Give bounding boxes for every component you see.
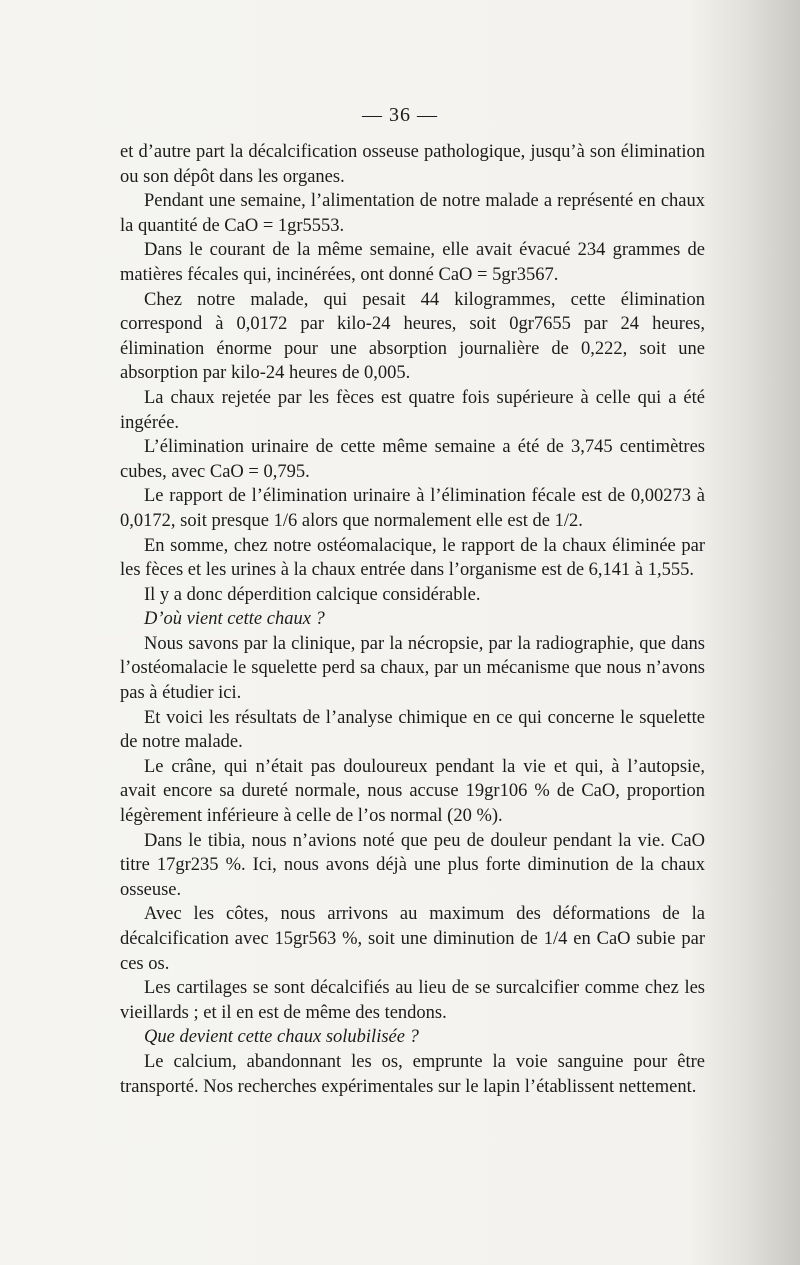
paragraph: Le crâne, qui n’était pas douloureux pendant la vie et qui, à l’autopsie, avait encore sa dureté normale, nous accuse 19gr106 % de CaO, proportion légèrement inférieure à celle de l’os normal (20 %). bbox=[120, 756, 705, 827]
paragraph: et d’autre part la décalcification osseuse pathologique, jusqu’à son élimination ou son dépôt dans les organes. bbox=[120, 142, 705, 187]
paragraph: En somme, chez notre ostéomalacique, le rapport de la chaux éliminée par les fèces et les urines à la chaux entrée dans l’organisme est de 6,141 à 1,555. bbox=[120, 535, 705, 581]
paragraph: Chez notre malade, qui pesait 44 kilogrammes, cette élimination correspond à 0,0172 par kilo-24 heures, soit 0gr7655 par 24 heures, élimination énorme pour une absorption journalière de 0,222, soit une absorption par kilo-24 heures de 0,005. bbox=[120, 289, 705, 384]
paragraph: Le rapport de l’élimination urinaire à l’élimination fécale est de 0,00273 à 0,0172, soit presque 1/6 alors que normalement elle est de 1/2. bbox=[120, 486, 705, 531]
section-question: Que devient cette chaux solubilisée ? bbox=[144, 1027, 419, 1048]
paragraph: Nous savons par la clinique, par la nécropsie, par la radiographie, que dans l’ostéomalacie le squelette perd sa chaux, par un mécanisme que nous n’avons pas à étudier ici. bbox=[120, 633, 705, 704]
paragraph: Les cartilages se sont décalcifiés au lieu de se surcalcifier comme chez les vieillards ; et il en est de même des tendons. bbox=[120, 978, 705, 1023]
paragraph: Dans le courant de la même semaine, elle avait évacué 234 grammes de matières fécales qui, incinérées, ont donné CaO = 5gr3567. bbox=[120, 240, 705, 285]
paragraph: Dans le tibia, nous n’avions noté que peu de douleur pendant la vie. CaO titre 17gr235 %. Ici, nous avons déjà une plus forte diminution de la chaux osseuse. bbox=[120, 830, 705, 900]
paragraph: L’élimination urinaire de cette même semaine a été de 3,745 centimètres cubes, avec CaO = 0,795. bbox=[120, 437, 705, 482]
paragraph: Le calcium, abandonnant les os, emprunte la voie sanguine pour être transporté. Nos recherches expérimentales sur le lapin l’établissent nettement. bbox=[120, 1051, 705, 1097]
paragraph: Et voici les résultats de l’analyse chimique en ce qui concerne le squelette de notre malade. bbox=[120, 707, 705, 753]
body-text bbox=[120, 140, 705, 1099]
paragraph: Pendant une semaine, l’alimentation de notre malade a représenté en chaux la quantité de CaO = 1gr5553. bbox=[120, 191, 705, 236]
paragraph: Avec les côtes, nous arrivons au maximum des déformations de la décalcification avec 15gr563 %, soit une diminution de 1/4 en CaO subie par ces os. bbox=[120, 904, 705, 974]
page-number: — 36 — bbox=[362, 104, 438, 126]
paragraph: La chaux rejetée par les fèces est quatre fois supérieure à celle qui a été ingérée. bbox=[120, 387, 705, 433]
section-question: D’où vient cette chaux ? bbox=[144, 609, 325, 630]
paragraph: Il y a donc déperdition calcique considérable. bbox=[144, 584, 481, 605]
